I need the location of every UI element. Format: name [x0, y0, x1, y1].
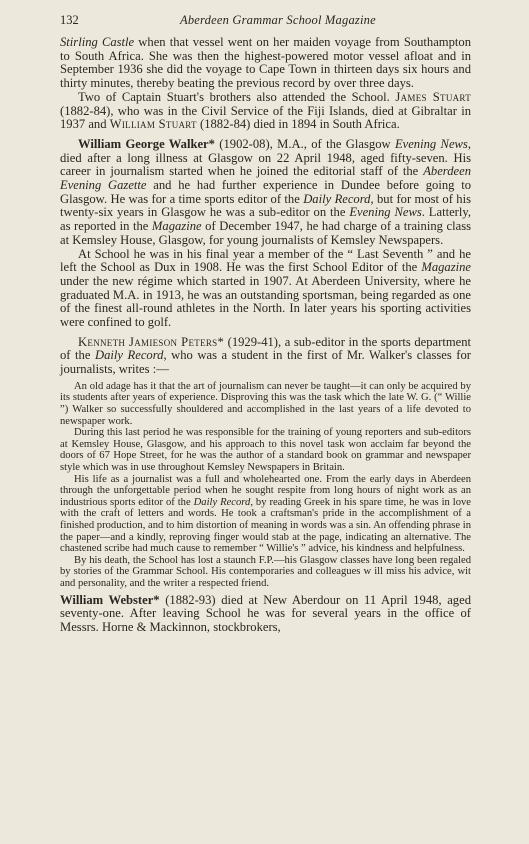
publication-title: Daily Record [95, 348, 164, 363]
paragraph-text: Two of Captain Stuart's brothers also attended the School. [78, 89, 396, 104]
publication-title: Evening News [394, 136, 468, 151]
person-name: James Stuart [395, 89, 471, 104]
page-header [60, 12, 471, 28]
article-body [60, 36, 471, 377]
paragraph-text: , by reading Greek in his spare time, he was in love with the craft of letters and words. He took a craftsman's pride in the accomplishment of a finished production, and to him distortion of meaning in words was a sin. An offending phrase in the paper—and a kindly, reproving finger would stab at the page, indicating an alternative. The chastened scribe had much cause to remember “ Willie's ” advice, his kindness and helpfulness. [60, 496, 472, 555]
paragraph-text: and he had further experience in Dundee before going to Glasgow. He was for a time sports editor of the [60, 178, 471, 206]
paragraph-walker-obituary [60, 138, 471, 248]
paragraph-peters-intro [60, 336, 471, 377]
publication-title: Daily Record [303, 191, 371, 206]
person-name: William Stuart [109, 117, 197, 132]
publication-title: Magazine [151, 219, 202, 234]
paragraph-text: His life as a journalist was a full and wholehearted one. From the early days in Aberdeen through the unforgettable period when he sought respite from long hours of night work as an industrious sports editor of the [60, 473, 471, 508]
paragraph-webster-obituary [60, 594, 471, 635]
quote-paragraph: An old adage has it that the art of journalism can never be taught—it can only be acquired by its students after years of experience. Disproving this was the task which the late W. G. (“ Willie ”) Walker so successfully shouldered and accomplished in the last years of a life devoted to newspaper work. [60, 380, 471, 427]
quote-paragraph: During this last period he was responsible for the training of young reporters and sub-editors at Kemsley House, Glasgow, and his approach to this novel task won acclaim far beyond the doors of 67 Hope Street, for he was the author of a standard book on grammar and newspaper style which was in use throughout Kemsley Newspapers in Britain. [60, 427, 471, 474]
paragraph-text: At School he was in his final year a member of the “ Last Seventh ” and he left the School as Dux in 1908. He was the first School Editor of the [60, 246, 471, 275]
paragraph-text: (1902-08), M.A., of the Glasgow [214, 136, 395, 151]
paragraph-walker-school [60, 248, 471, 330]
paragraph-text: (1882-93) died at New Aberdour on 11 April 1948, aged seventy-one. After leaving School he was for several years in the office of Messrs. Horne & Mackinnon, stockbrokers, [60, 592, 471, 634]
paragraph-text: , died after a long illness at Glasgow on 22 April 1948, aged fifty-seven. His career in journalism started when he joined the editorial staff of the [60, 136, 471, 179]
publication-title: Evening News [349, 205, 422, 220]
paragraph-text: (1929-41), a sub-editor in the sports department of the [60, 334, 471, 363]
running-title: Aberdeen Grammar School Magazine [180, 13, 376, 27]
obituary-name: William Webster* [60, 592, 160, 607]
quoted-tribute [60, 381, 471, 590]
quote-paragraph [60, 474, 471, 555]
paragraph-text: (1882-84) died in 1894 in South Africa. [196, 117, 400, 132]
paragraph-text: , who was a student in the first of Mr. Walker's classes for journalists, writes :— [60, 348, 471, 377]
paragraph-text: under the new régime which started in 1907. At Aberdeen University, where he graduated M.A. in 1913, he was an outstanding sportsman, being regarded as one of the finest all-round athletes in the North. In later years his sporting activities were confined to golf. [60, 273, 471, 330]
article-body-continued [60, 594, 471, 635]
page-number: 132 [60, 13, 79, 27]
paragraph-stuart-brothers [60, 91, 471, 132]
person-name: Kenneth Jamieson Peters* [78, 334, 225, 349]
paragraph-text: , but for most of his twenty-six years in Glasgow he was a sub-editor on the [60, 191, 471, 220]
paragraph-stirling-castle [60, 36, 471, 91]
paragraph-text: (1882-84), who was in the Civil Service of the Fiji Islands, died at Gibraltar in 1937 and [60, 103, 471, 132]
paragraph-text: . Latterly, as reported in the [60, 205, 471, 234]
quote-paragraph: By his death, the School has lost a staunch F.P.—his Glasgow classes have long been regaled by stories of the Grammar School. His contemporaries and colleagues w ill miss his advice, wit and personality, and the writer a respected friend. [60, 554, 471, 589]
publication-title: Magazine [421, 260, 471, 275]
ship-name: Stirling Castle [60, 35, 135, 49]
paragraph-text: of December 1947, he had charge of a training class at Kemsley House, Glasgow, for young journalists of Kemsley Newspapers. [60, 219, 471, 247]
publication-title: Aberdeen Evening Gazette [60, 164, 471, 193]
paragraph-text: when that vessel went on her maiden voyage from Southampton to South Africa. She was then the highest-powered motor vessel afloat and in September 1936 she did the voyage to Cape Town in thirteen days six hours and thirty minutes, thereby beating the previous record by over three days. [60, 35, 471, 91]
obituary-name: William George Walker* [78, 136, 215, 151]
publication-title: Daily Record [193, 496, 251, 508]
